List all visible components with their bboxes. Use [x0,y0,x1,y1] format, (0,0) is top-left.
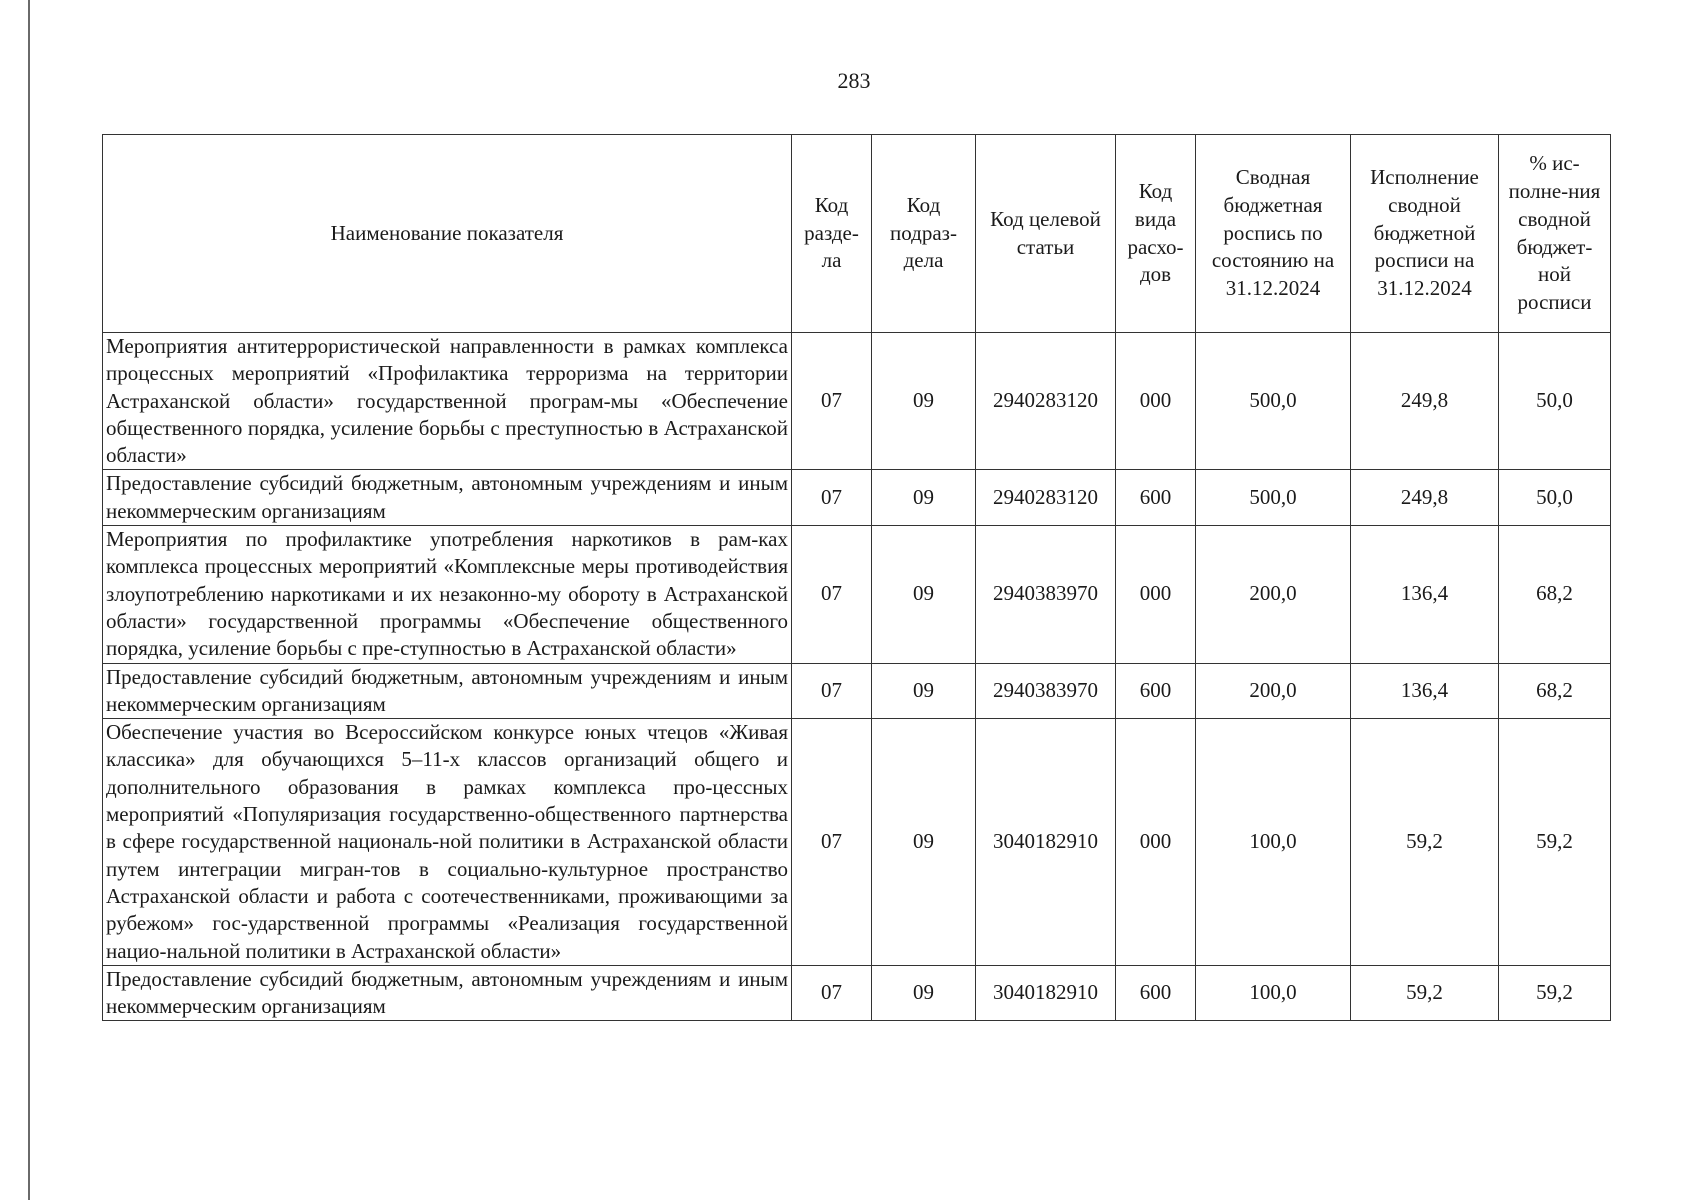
row-target: 3040182910 [976,965,1116,1021]
margin-line [28,0,30,1200]
row-name: Предоставление субсидий бюджетным, автономным учреждениям и иным некоммерческим организациям [103,965,792,1021]
row-section: 07 [792,333,872,470]
row-section: 07 [792,470,872,526]
row-name: Мероприятия по профилактике употребления наркотиков в рам-ках комплекса процессных мероприятий «Комплексные меры противодействия злоупотреблению наркотиками и их незаконно-му обороту в Астраханской области» государственной программы «Обеспечение общественного порядка, усиление борьбы с пре-ступностью в Астраханской области» [103,526,792,663]
row-budget: 100,0 [1196,965,1351,1021]
row-percent: 50,0 [1499,333,1611,470]
row-section: 07 [792,663,872,719]
row-percent: 68,2 [1499,526,1611,663]
row-expense-type: 600 [1116,663,1196,719]
table-row [103,663,1611,719]
row-execution: 59,2 [1351,965,1499,1021]
header-row [103,135,1611,333]
row-name: Предоставление субсидий бюджетным, автономным учреждениям и иным некоммерческим организациям [103,470,792,526]
row-section: 07 [792,965,872,1021]
row-subsection: 09 [872,719,976,966]
row-target: 3040182910 [976,719,1116,966]
row-subsection: 09 [872,470,976,526]
header-budget: Сводная бюджетная роспись по состоянию на 31.12.2024 [1196,135,1351,333]
row-execution: 249,8 [1351,470,1499,526]
page-number [0,68,1696,94]
row-subsection: 09 [872,333,976,470]
header-percent: % ис-полне-ния сводной бюджет-ной росписи [1499,135,1611,333]
header-section: Код разде-ла [792,135,872,333]
row-execution: 249,8 [1351,333,1499,470]
row-percent: 50,0 [1499,470,1611,526]
row-name: Предоставление субсидий бюджетным, автономным учреждениям и иным некоммерческим организациям [103,663,792,719]
row-subsection: 09 [872,965,976,1021]
row-budget: 100,0 [1196,719,1351,966]
row-section: 07 [792,719,872,966]
header-name: Наименование показателя [103,135,792,333]
row-execution: 136,4 [1351,526,1499,663]
table-row [103,526,1611,663]
row-target: 2940283120 [976,333,1116,470]
table-row [103,965,1611,1021]
row-target: 2940383970 [976,526,1116,663]
row-expense-type: 000 [1116,719,1196,966]
row-subsection: 09 [872,663,976,719]
row-name: Мероприятия антитеррористической направленности в рамках комплекса процессных мероприятий «Профилактика терроризма на территории Астраханской области» государственной програм-мы «Обеспечение общественного порядка, усиление борьбы с преступностью в Астраханской области» [103,333,792,470]
row-expense-type: 000 [1116,333,1196,470]
row-budget: 500,0 [1196,470,1351,526]
table-row [103,333,1611,470]
header-target: Код целевой статьи [976,135,1116,333]
page-number-text: 283 [837,68,871,93]
row-percent: 68,2 [1499,663,1611,719]
row-name: Обеспечение участия во Всероссийском конкурсе юных чтецов «Живая классика» для обучающихся 5–11-х классов организаций общего и дополнительного образования в рамках комплекса про-цессных мероприятий «Популяризация государственно-общественного партнерства в сфере государственной националь-ной политики в Астраханской области путем интеграции мигран-тов в социально-культурное пространство Астраханской области и работа с соотечественниками, проживающими за рубежом» гос-ударственной программы «Реализация государственной нацио-нальной политики в Астраханской области» [103,719,792,966]
row-section: 07 [792,526,872,663]
row-subsection: 09 [872,526,976,663]
header-expense-type: Код вида расхо-дов [1116,135,1196,333]
row-budget: 200,0 [1196,526,1351,663]
header-subsection: Код подраз-дела [872,135,976,333]
table-row [103,470,1611,526]
row-budget: 500,0 [1196,333,1351,470]
row-percent: 59,2 [1499,719,1611,966]
header-execution: Исполнение сводной бюджетной росписи на 31.12.2024 [1351,135,1499,333]
row-expense-type: 600 [1116,965,1196,1021]
row-budget: 200,0 [1196,663,1351,719]
row-execution: 59,2 [1351,719,1499,966]
row-target: 2940283120 [976,470,1116,526]
row-execution: 136,4 [1351,663,1499,719]
row-expense-type: 000 [1116,526,1196,663]
row-target: 2940383970 [976,663,1116,719]
row-expense-type: 600 [1116,470,1196,526]
budget-table [102,134,1611,1021]
row-percent: 59,2 [1499,965,1611,1021]
table-row [103,719,1611,966]
